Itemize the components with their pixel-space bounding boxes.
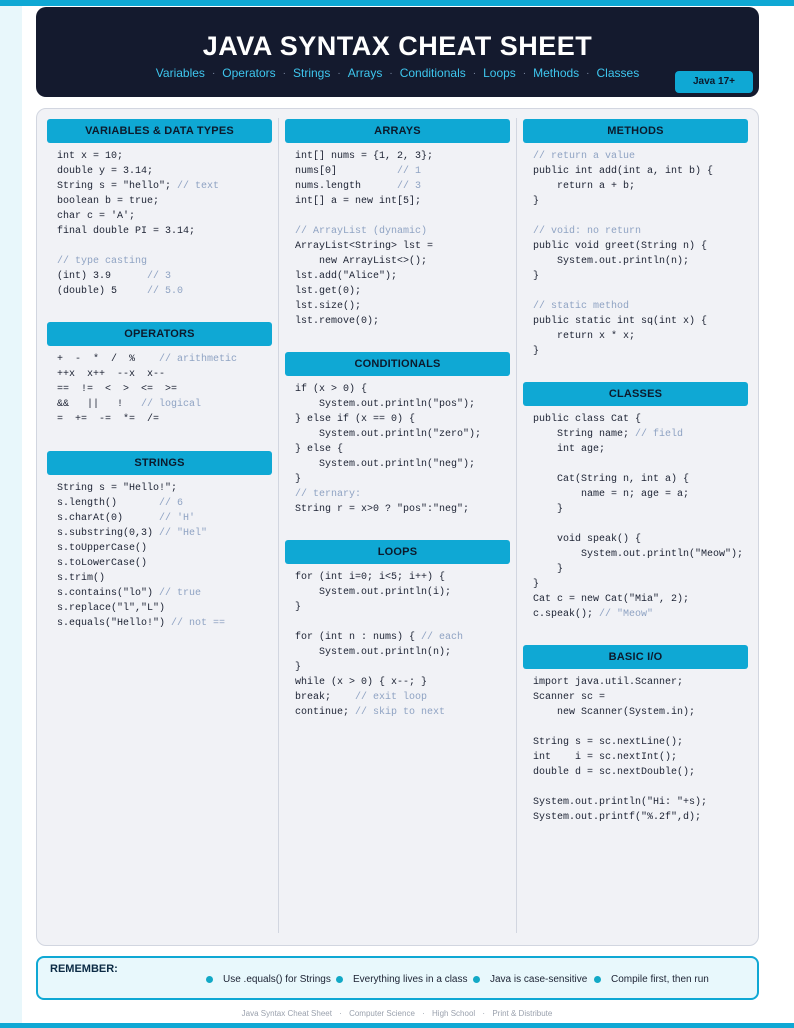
code-text: int x = 10; <box>57 151 124 162</box>
code-text: lst.size(); <box>295 301 362 312</box>
code-text: new Scanner(System.in); <box>533 707 696 718</box>
code-line <box>533 577 748 592</box>
code-line <box>295 660 510 675</box>
code-text: char c = 'A'; <box>57 211 136 222</box>
code-text: } <box>295 602 302 613</box>
code-text: (int) 3.9 <box>57 271 148 282</box>
code-text: public class Cat { <box>533 414 642 425</box>
code-comment: // void: no return <box>533 226 642 237</box>
footer-item: Print & Distribute <box>492 1009 553 1018</box>
code-block <box>47 149 272 299</box>
code-line <box>295 502 510 517</box>
section-title: METHODS <box>523 119 748 143</box>
nav-link-operators[interactable]: Operators <box>222 66 276 80</box>
tip-text: Java is case-sensitive <box>490 974 588 985</box>
code-line <box>57 616 272 631</box>
code-line <box>533 735 748 750</box>
code-block <box>523 412 748 622</box>
code-text: boolean b = true; <box>57 196 160 207</box>
code-line <box>57 541 272 556</box>
code-text: System.out.println(i); <box>295 587 452 598</box>
code-line <box>533 254 748 269</box>
code-comment: // 1 <box>397 166 422 177</box>
code-comment: // ternary: <box>295 489 362 500</box>
code-text: for (int n : nums) { <box>295 632 422 643</box>
code-line <box>57 556 272 571</box>
remember-title: REMEMBER: <box>50 963 118 975</box>
code-text: s.substring(0,3) <box>57 528 160 539</box>
code-text: void speak() { <box>533 534 642 545</box>
code-line <box>57 284 272 299</box>
code-line <box>533 795 748 810</box>
code-line <box>57 352 272 367</box>
code-comment: // "Meow" <box>599 609 654 620</box>
code-line <box>533 517 748 532</box>
code-line <box>57 194 272 209</box>
code-line <box>57 511 272 526</box>
code-line <box>533 705 748 720</box>
code-text: lst.add("Alice"); <box>295 271 398 282</box>
code-line <box>295 442 510 457</box>
section-strings <box>47 451 272 631</box>
code-text: System.out.println("pos"); <box>295 399 476 410</box>
top-accent-bar <box>0 0 794 6</box>
page-title: JAVA SYNTAX CHEAT SHEET <box>202 31 593 61</box>
nav-separator: · <box>337 67 341 79</box>
code-line <box>295 457 510 472</box>
code-line <box>295 585 510 600</box>
code-block <box>285 382 510 517</box>
code-line <box>533 765 748 780</box>
code-line <box>533 720 748 735</box>
section-title: STRINGS <box>47 451 272 475</box>
code-line <box>533 427 748 442</box>
code-line <box>295 254 510 269</box>
code-line <box>57 586 272 601</box>
section-arrays <box>285 119 510 329</box>
code-text: lst.get(0); <box>295 286 362 297</box>
code-comment: // 3 <box>147 271 172 282</box>
code-line <box>533 269 748 284</box>
tip-item <box>206 974 331 985</box>
code-line <box>533 329 748 344</box>
section-classes <box>523 382 748 622</box>
code-text: } <box>533 564 564 575</box>
code-text: String s = "Hello!"; <box>57 483 178 494</box>
code-comment: // return a value <box>533 151 636 162</box>
code-text: System.out.println("Hi: "+s); <box>533 797 708 808</box>
nav-link-arrays[interactable]: Arrays <box>347 66 383 80</box>
code-text: } <box>533 579 540 590</box>
code-comment: // not == <box>171 618 226 629</box>
section-methods <box>523 119 748 359</box>
code-comment: // field <box>635 429 684 440</box>
code-text: name = n; age = a; <box>533 489 690 500</box>
code-text: break; <box>295 692 356 703</box>
section-title: CLASSES <box>523 382 748 406</box>
code-line <box>57 412 272 427</box>
section-loops <box>285 540 510 720</box>
code-text: int i = sc.nextInt(); <box>533 752 678 763</box>
code-text: } <box>533 196 540 207</box>
code-line <box>533 457 748 472</box>
code-line <box>295 299 510 314</box>
nav-separator: · <box>211 67 216 79</box>
section-basic-io <box>523 645 748 825</box>
code-line <box>295 284 510 299</box>
code-text: s.length() <box>57 498 160 509</box>
code-text: while (x > 0) { x--; } <box>295 677 428 688</box>
code-text: int[] nums = {1, 2, 3}; <box>295 151 434 162</box>
footer <box>0 1009 794 1018</box>
code-line <box>533 344 748 359</box>
code-line <box>57 526 272 541</box>
code-text: new ArrayList<>(); <box>295 256 428 267</box>
bullet-dot-icon <box>594 976 601 983</box>
code-text: String name; <box>533 429 636 440</box>
nav-link-strings[interactable]: Strings <box>292 66 331 80</box>
code-line <box>533 592 748 607</box>
tip-text: Everything lives in a class <box>353 974 468 985</box>
code-comment: // true <box>159 588 202 599</box>
code-block <box>47 352 272 427</box>
code-text: } <box>295 474 302 485</box>
code-text: c.speak(); <box>533 609 600 620</box>
code-text: Cat(String n, int a) { <box>533 474 690 485</box>
footer-item: Java Syntax Cheat Sheet <box>241 1009 332 1018</box>
code-text: } <box>295 662 302 673</box>
code-line <box>295 705 510 720</box>
code-line <box>533 412 748 427</box>
code-text: final double PI = 3.14; <box>57 226 196 237</box>
code-text: return a + b; <box>533 181 636 192</box>
bullet-dot-icon <box>206 976 213 983</box>
section-title: LOOPS <box>285 540 510 564</box>
code-line <box>57 164 272 179</box>
code-text: public void greet(String n) { <box>533 241 708 252</box>
code-line <box>533 442 748 457</box>
code-text: System.out.println("zero"); <box>295 429 482 440</box>
section-operators <box>47 322 272 427</box>
code-text: ArrayList<String> lst = <box>295 241 434 252</box>
bottom-accent-bar <box>0 1023 794 1028</box>
code-text: && || ! <box>57 399 142 410</box>
code-line <box>57 239 272 254</box>
code-text: (double) 5 <box>57 286 148 297</box>
code-line <box>533 299 748 314</box>
code-line <box>533 164 748 179</box>
code-text: } <box>533 271 540 282</box>
code-comment: // logical <box>141 399 202 410</box>
code-text: s.contains("lo") <box>57 588 160 599</box>
code-line <box>295 630 510 645</box>
code-line <box>295 382 510 397</box>
code-line <box>295 412 510 427</box>
nav-separator: · <box>586 67 590 79</box>
code-text: Scanner sc = <box>533 692 606 703</box>
code-comment: // 'H' <box>159 513 196 524</box>
code-text: public static int sq(int x) { <box>533 316 708 327</box>
code-comment: // skip to next <box>355 707 446 718</box>
code-text: s.replace("l","L") <box>57 603 166 614</box>
footer-item: Computer Science <box>349 1009 415 1018</box>
side-strip <box>0 0 22 1028</box>
code-comment: // text <box>177 181 220 192</box>
code-comment: // 6 <box>159 498 184 509</box>
code-text: System.out.println(n); <box>533 256 690 267</box>
tip-text: Compile first, then run <box>611 974 709 985</box>
bullet-dot-icon <box>473 976 480 983</box>
code-line <box>533 675 748 690</box>
code-line <box>295 397 510 412</box>
column-divider <box>516 118 517 933</box>
footer-separator: · <box>339 1009 342 1018</box>
code-text: s.toUpperCase() <box>57 543 148 554</box>
code-line <box>295 645 510 660</box>
code-text: == != < > <= >= <box>57 384 178 395</box>
code-line <box>57 382 272 397</box>
code-line <box>295 224 510 239</box>
code-line <box>295 314 510 329</box>
code-text: if (x > 0) { <box>295 384 368 395</box>
code-text: lst.remove(0); <box>295 316 380 327</box>
remember-box <box>36 956 759 1000</box>
code-block <box>523 675 748 825</box>
code-text: for (int i=0; i<5; i++) { <box>295 572 446 583</box>
code-line <box>57 224 272 239</box>
code-line <box>295 690 510 705</box>
code-line <box>57 269 272 284</box>
column-divider <box>278 118 279 933</box>
code-line <box>57 254 272 269</box>
nav-link-conditionals[interactable]: Conditionals <box>399 66 466 80</box>
code-text: s.trim() <box>57 573 106 584</box>
code-line <box>295 269 510 284</box>
nav-separator: · <box>472 67 477 79</box>
code-line <box>295 149 510 164</box>
code-line <box>533 810 748 825</box>
code-text: public int add(int a, int b) { <box>533 166 714 177</box>
topic-nav <box>36 66 759 80</box>
section-title: BASIC I/O <box>523 645 748 669</box>
code-line <box>295 164 510 179</box>
footer-separator: · <box>422 1009 425 1018</box>
code-text: import java.util.Scanner; <box>533 677 684 688</box>
section-title: VARIABLES & DATA TYPES <box>47 119 272 143</box>
code-line <box>295 600 510 615</box>
code-text: } else { <box>295 444 344 455</box>
section-variables <box>47 119 272 299</box>
nav-link-loops[interactable]: Loops <box>483 66 516 80</box>
code-line <box>57 149 272 164</box>
tip-item <box>336 974 468 985</box>
nav-link-variables[interactable]: Variables <box>155 66 205 80</box>
code-text: System.out.println("Meow"); <box>533 549 744 560</box>
code-line <box>533 472 748 487</box>
code-text: System.out.printf("%.2f",d); <box>533 812 702 823</box>
version-badge: Java 17+ <box>675 71 753 93</box>
code-line <box>533 502 748 517</box>
footer-item: High School <box>432 1009 476 1018</box>
section-title: OPERATORS <box>47 322 272 346</box>
code-line <box>295 570 510 585</box>
section-title: ARRAYS <box>285 119 510 143</box>
code-line <box>295 615 510 630</box>
code-line <box>295 194 510 209</box>
code-line <box>57 481 272 496</box>
code-text: ++x x++ --x x-- <box>57 369 166 380</box>
code-comment: // arithmetic <box>159 354 238 365</box>
code-comment: // each <box>421 632 464 643</box>
code-line <box>533 209 748 224</box>
code-text: String s = "hello"; <box>57 181 178 192</box>
code-line <box>533 314 748 329</box>
code-line <box>533 487 748 502</box>
code-text: } <box>533 504 564 515</box>
code-line <box>57 209 272 224</box>
code-text: } <box>533 346 540 357</box>
code-line <box>533 149 748 164</box>
nav-link-methods[interactable]: Methods <box>533 66 580 80</box>
code-text: = += -= *= /= <box>57 414 160 425</box>
tip-text: Use .equals() for Strings <box>223 974 331 985</box>
code-line <box>533 532 748 547</box>
code-line <box>57 496 272 511</box>
code-line <box>57 601 272 616</box>
code-text: Cat c = new Cat("Mia", 2); <box>533 594 690 605</box>
nav-separator: · <box>282 67 286 79</box>
code-line <box>533 239 748 254</box>
nav-separator: · <box>522 67 527 79</box>
code-comment: // "Hel" <box>159 528 208 539</box>
code-line <box>57 367 272 382</box>
code-text: return x * x; <box>533 331 636 342</box>
footer-separator: · <box>482 1009 486 1018</box>
bullet-dot-icon <box>336 976 343 983</box>
code-text: s.toLowerCase() <box>57 558 148 569</box>
code-line <box>57 397 272 412</box>
code-text: String r = x>0 ? "pos":"neg"; <box>295 504 470 515</box>
code-text: s.charAt(0) <box>57 513 160 524</box>
code-text: continue; <box>295 707 356 718</box>
code-line <box>533 780 748 795</box>
code-block <box>523 149 748 359</box>
code-comment: // static method <box>533 301 630 312</box>
code-text: nums[0] <box>295 166 398 177</box>
code-line <box>533 179 748 194</box>
code-line <box>533 224 748 239</box>
code-text: int[] a = new int[5]; <box>295 196 422 207</box>
nav-separator: · <box>389 67 393 79</box>
code-line <box>533 194 748 209</box>
code-text: nums.length <box>295 181 398 192</box>
code-line <box>533 607 748 622</box>
header-banner <box>36 7 759 97</box>
code-line <box>533 562 748 577</box>
code-comment: // exit loop <box>355 692 428 703</box>
code-line <box>295 209 510 224</box>
section-title: CONDITIONALS <box>285 352 510 376</box>
code-comment: // type casting <box>57 256 148 267</box>
code-line <box>533 547 748 562</box>
code-line <box>295 179 510 194</box>
code-text: } else if (x == 0) { <box>295 414 416 425</box>
code-line <box>533 750 748 765</box>
code-text: System.out.println("neg"); <box>295 459 476 470</box>
code-line <box>295 675 510 690</box>
tip-item <box>594 974 709 985</box>
code-line <box>57 179 272 194</box>
code-text: + - * / % <box>57 354 160 365</box>
code-line <box>57 571 272 586</box>
section-conditionals <box>285 352 510 517</box>
code-line <box>295 472 510 487</box>
tip-item <box>473 974 587 985</box>
code-text: String s = sc.nextLine(); <box>533 737 684 748</box>
code-text: s.equals("Hello!") <box>57 618 172 629</box>
code-comment: // 5.0 <box>147 286 184 297</box>
code-line <box>295 239 510 254</box>
code-comment: // 3 <box>397 181 422 192</box>
code-line <box>533 690 748 705</box>
code-comment: // ArrayList (dynamic) <box>295 226 428 237</box>
code-text: System.out.println(n); <box>295 647 452 658</box>
nav-link-classes[interactable]: Classes <box>596 66 640 80</box>
code-text: double d = sc.nextDouble(); <box>533 767 696 778</box>
code-text: int age; <box>533 444 606 455</box>
code-line <box>295 487 510 502</box>
code-block <box>47 481 272 631</box>
code-block <box>285 149 510 329</box>
code-line <box>533 284 748 299</box>
code-text: double y = 3.14; <box>57 166 154 177</box>
code-line <box>295 427 510 442</box>
code-block <box>285 570 510 720</box>
